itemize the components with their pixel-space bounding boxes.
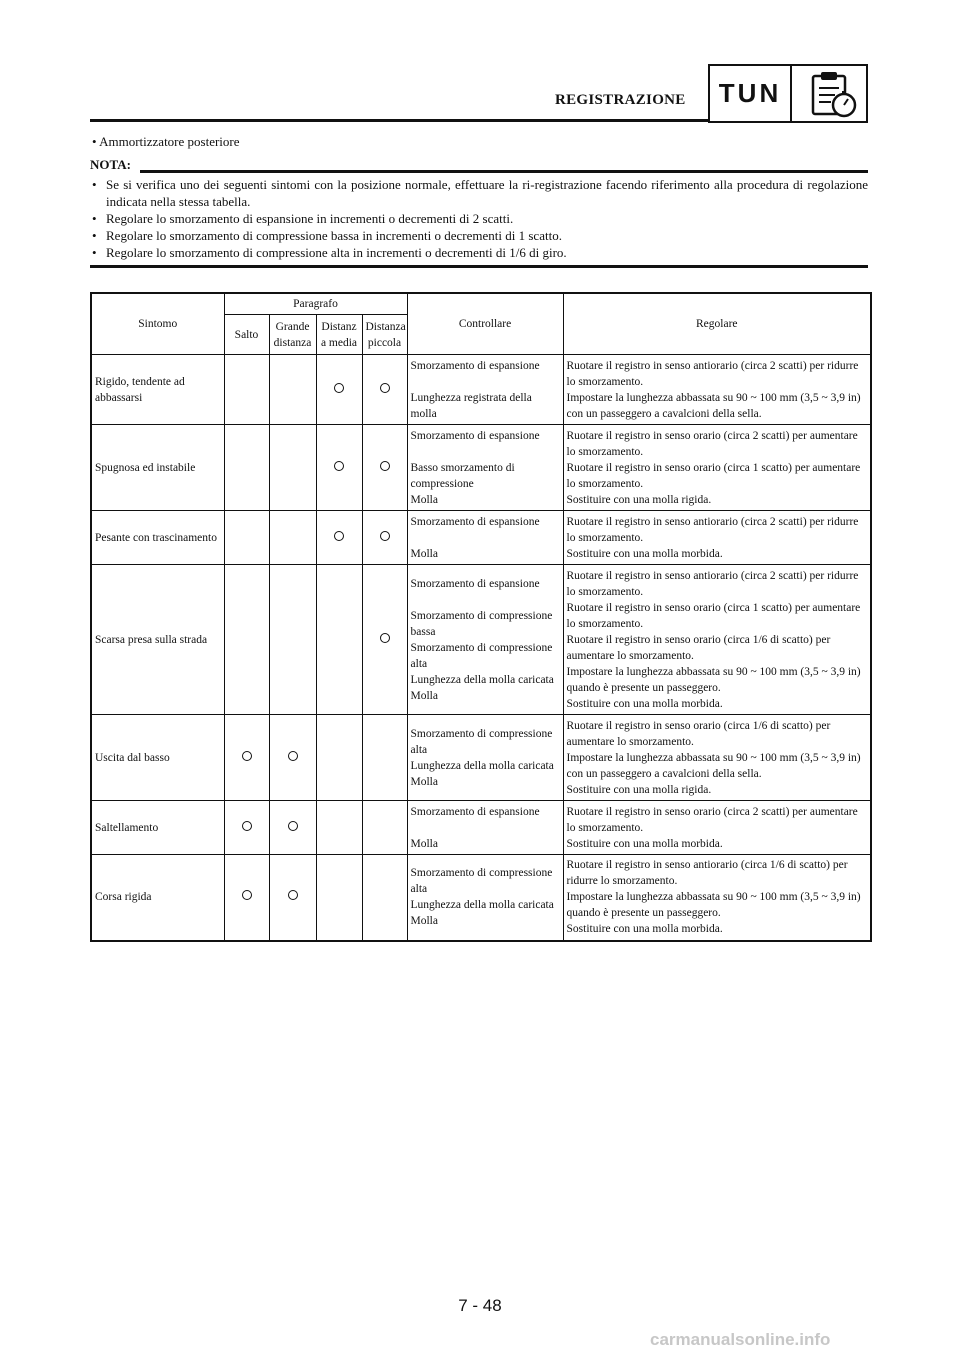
check-mark-icon [242,751,252,761]
table-row [91,355,871,425]
nota-item: • Regolare lo smorzamento di compressione alta in incrementi o decrementi di 1/6 di giro. [92,244,868,261]
header-regolare: Regolare [563,293,871,355]
check-mark-icon [380,383,390,393]
check-mark-icon [334,461,344,471]
check-mark-icon [288,751,298,761]
cell-grande [269,801,316,855]
check-mark-icon [334,383,344,393]
cell-regolare: Ruotare il registro in senso orario (circa 1/6 di scatto) per aumentare lo smorzamento. Impostare la lunghezza abbassata su 90 ~ 100 mm (3,5 ~ 3,9 in) con un passeggero a cavalcioni della sella. Sostituire con una molla rigida. [563,715,871,801]
cell-sintomo: Corsa rigida [91,855,224,941]
cell-salto [224,425,269,511]
nota-label: NOTA: [90,157,131,172]
cell-salto [224,511,269,565]
cell-controllare: Smorzamento di espansione Smorzamento di compressione bassa Smorzamento di compressione alta Lunghezza della molla caricata Molla [407,565,563,715]
header-paragrafo: Paragrafo [224,293,407,315]
header-piccola: Distanza piccola [362,315,407,355]
cell-sintomo: Rigido, tendente ad abbassarsi [91,355,224,425]
cell-grande [269,425,316,511]
cell-grande [269,511,316,565]
table-row [91,801,871,855]
cell-regolare: Ruotare il registro in senso orario (circa 2 scatti) per aumentare lo smorzamento. Sostituire con una molla morbida. [563,801,871,855]
check-mark-icon [380,633,390,643]
cell-salto [224,565,269,715]
header-sintomo: Sintomo [91,293,224,355]
cell-sintomo: Spugnosa ed instabile [91,425,224,511]
nota-item: • Regolare lo smorzamento di compressione bassa in incrementi o decrementi di 1 scatto. [92,227,868,244]
badge-divider [790,66,792,121]
cell-grande [269,855,316,941]
cell-piccola [362,511,407,565]
cell-salto [224,715,269,801]
table-body [91,355,871,941]
cell-piccola [362,355,407,425]
cell-media [316,425,362,511]
cell-regolare: Ruotare il registro in senso antiorario (circa 2 scatti) per ridurre lo smorzamento. Impostare la lunghezza abbassata su 90 ~ 100 mm (3,5 ~ 3,9 in) con un passeggero a cavalcioni della sella. [563,355,871,425]
cell-salto [224,355,269,425]
cell-sintomo: Saltellamento [91,801,224,855]
section-bullet: • Ammortizzatore posteriore [92,134,240,149]
cell-controllare: Smorzamento di espansione Molla [407,511,563,565]
cell-salto [224,855,269,941]
header-salto: Salto [224,315,269,355]
check-mark-icon [288,821,298,831]
cell-controllare: Smorzamento di espansione Basso smorzamento di compressione Molla [407,425,563,511]
cell-regolare: Ruotare il registro in senso antiorario (circa 2 scatti) per ridurre lo smorzamento. Sostituire con una molla morbida. [563,511,871,565]
table-row [91,855,871,941]
cell-sintomo: Pesante con trascinamento [91,511,224,565]
cell-piccola [362,855,407,941]
cell-controllare: Smorzamento di compressione alta Lunghezza della molla caricata Molla [407,715,563,801]
check-mark-icon [380,461,390,471]
header-controllare: Controllare [407,293,563,355]
cell-controllare: Smorzamento di espansione Molla [407,801,563,855]
check-mark-icon [242,821,252,831]
cell-media [316,511,362,565]
cell-media [316,855,362,941]
header-grande: Grande distanza [269,315,316,355]
cell-sintomo: Uscita dal basso [91,715,224,801]
table-row [91,565,871,715]
cell-grande [269,715,316,801]
table-row [91,715,871,801]
cell-media [316,715,362,801]
table-row [91,511,871,565]
cell-media [316,801,362,855]
cell-piccola [362,565,407,715]
check-mark-icon [288,890,298,900]
nota-top-rule [140,170,868,173]
cell-regolare: Ruotare il registro in senso orario (circa 2 scatti) per aumentare lo smorzamento. Ruotare il registro in senso orario (circa 1 scatto) per aumentare lo smorzamento. Sostituire con una molla rigida. [563,425,871,511]
nota-item: • Regolare lo smorzamento di espansione in incrementi o decrementi di 2 scatti. [92,210,868,227]
cell-piccola [362,425,407,511]
cell-salto [224,801,269,855]
cell-media [316,355,362,425]
cell-regolare: Ruotare il registro in senso antiorario (circa 2 scatti) per ridurre lo smorzamento. Ruotare il registro in senso orario (circa 1 scatto) per aumentare lo smorzamento. Ruotare il registro in senso orario (circa 1/6 di scatto) per aumentare lo smorzamento. Impostare la lunghezza abbassata su 90 ~ 100 mm (3,5 ~ 3,9 in) quando è presente un passeggero. Sostituire con una molla morbida. [563,565,871,715]
check-mark-icon [334,531,344,541]
page-number: 7 - 48 [458,1296,502,1315]
cell-grande [269,565,316,715]
nota-bottom-rule [90,265,868,268]
cell-piccola [362,801,407,855]
table-row [91,425,871,511]
watermark-text: carmanualsonline.info [650,1330,831,1349]
cell-regolare: Ruotare il registro in senso antiorario (circa 1/6 di scatto) per ridurre lo smorzamento. Impostare la lunghezza abbassata su 90 ~ 100 mm (3,5 ~ 3,9 in) quando è presente un passeggero. Sostituire con una molla morbida. [563,855,871,941]
cell-grande [269,355,316,425]
cell-piccola [362,715,407,801]
cell-controllare: Smorzamento di compressione alta Lunghezza della molla caricata Molla [407,855,563,941]
cell-media [316,565,362,715]
tun-badge: TUN [718,78,782,108]
clipboard-stopwatch-icon [808,70,858,118]
adjustment-table [90,292,872,942]
cell-controllare: Smorzamento di espansione Lunghezza registrata della molla [407,355,563,425]
header-rule [90,119,710,122]
section-title: REGISTRAZIONE [555,92,686,108]
check-mark-icon [380,531,390,541]
nota-list [92,176,868,261]
cell-sintomo: Scarsa presa sulla strada [91,565,224,715]
header-media: Distanz a media [316,315,362,355]
nota-item: • Se si verifica uno dei seguenti sintomi con la posizione normale, effettuare la ri-registrazione facendo riferimento alla procedura di regolazione indicata nella stessa tabella. [92,176,868,210]
check-mark-icon [242,890,252,900]
